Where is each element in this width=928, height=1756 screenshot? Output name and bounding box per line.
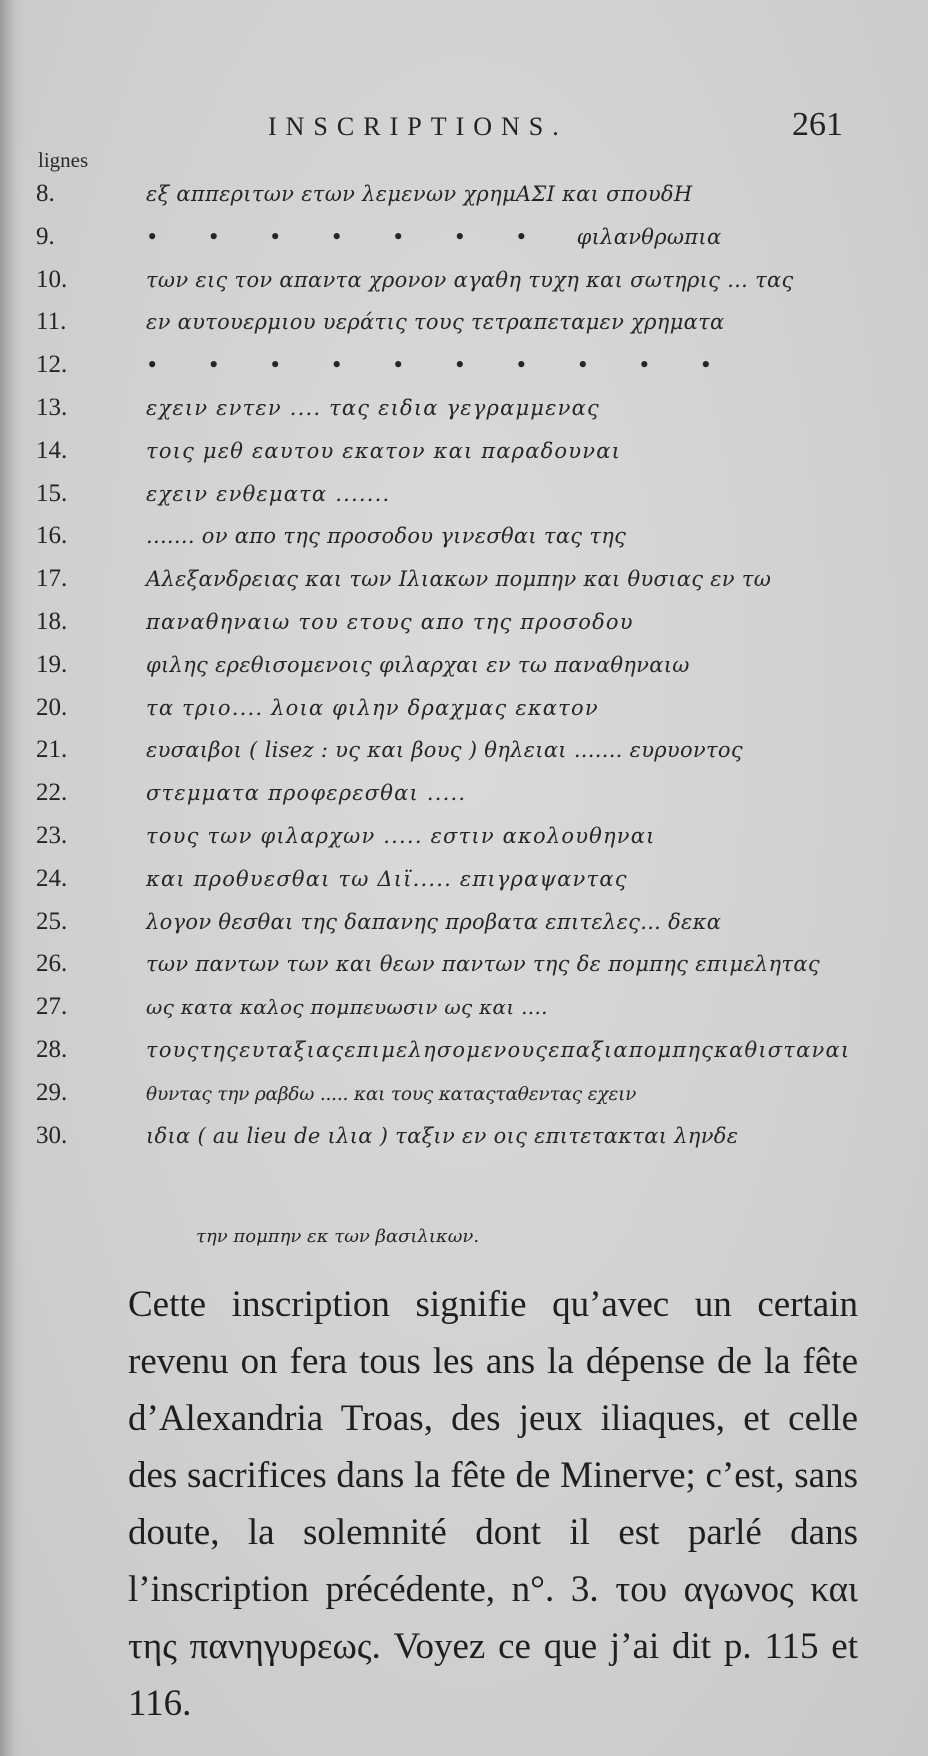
inscription-line — [36, 223, 896, 266]
inscription-line — [36, 822, 896, 865]
inscription-line — [36, 736, 896, 779]
line-text: τουςτηςευταξιαςεπιμελησομενουςεπαξιαπομπηςκαθισταναι — [146, 1037, 851, 1062]
line-number: 26. — [36, 950, 68, 978]
line-number: 14. — [36, 436, 68, 464]
commentary-paragraph — [128, 1276, 858, 1732]
line-number: 28. — [36, 1035, 68, 1063]
inscription-line — [36, 865, 896, 908]
line-number: 9. — [36, 222, 55, 250]
line-text: εχειν ενθεματα ....... — [146, 481, 391, 506]
line-text: τα τριο.... λοια φιλην δραχμας εκατον — [146, 695, 599, 720]
inscription-line — [36, 908, 896, 951]
line-number: 24. — [36, 864, 68, 892]
page-number: 261 — [792, 106, 843, 143]
page-gutter-shadow — [0, 0, 24, 1756]
inscription-line — [36, 1036, 896, 1079]
inscription-line — [36, 180, 896, 223]
inscription-line — [36, 1079, 896, 1122]
inscription-line — [36, 266, 896, 309]
line-text: των παντων των και θεων παντων της δε πομπης επιμελητας — [146, 952, 820, 977]
line-number: 11. — [36, 308, 67, 336]
line-text: και προθυεσθαι τω Διϊ..... επιγραψαντας — [146, 866, 628, 891]
lines-label: lignes — [38, 148, 89, 172]
line-text: θυντας την ραβδω ..... και τους καταςταθεντας εχειν — [146, 1083, 637, 1105]
line-text: ....... ον απο της προσοδου γινεσθαι τας της — [146, 524, 627, 549]
line-text: λογον θεσθαι της δαπανης προβατα επιτελες... δεκα — [146, 909, 722, 934]
line-number: 23. — [36, 821, 68, 849]
line-text: φιλης ερεθισομενοις φιλαρχαι εν τω παναθηναιω — [146, 652, 690, 677]
line-number: 20. — [36, 693, 68, 721]
line-number: 18. — [36, 607, 68, 635]
line-text: ευσαιβοι ( lisez : υς και βους ) θηλειαι ....... ευρυοντος — [146, 738, 743, 763]
line-text: ιδια ( au lieu de ιλια ) ταξιν εν οις επιτετακται ληνδε — [146, 1123, 739, 1148]
inscription-line — [36, 1164, 896, 1207]
line-text: • • • • • • • • • • — [146, 353, 713, 378]
inscription-line — [36, 694, 896, 737]
line-text: εξ αππεριτων ετων λεμενων χρημΑΣΙ και σπουδΗ — [146, 182, 693, 206]
inscription-block — [36, 180, 896, 1207]
inscription-line — [36, 993, 896, 1036]
inscription-line — [36, 565, 896, 608]
inscription-line — [36, 608, 896, 651]
line-number: 22. — [36, 779, 68, 807]
running-head-title: INSCRIPTIONS. — [268, 112, 568, 141]
line-number: 12. — [36, 351, 68, 379]
inscription-line — [36, 351, 896, 394]
line-number: 8. — [36, 180, 55, 207]
line-text: παναθηναιω του ετους απο της προσοδου — [146, 609, 634, 634]
line-number: 13. — [36, 393, 68, 421]
line-number: 30. — [36, 1121, 68, 1149]
inscription-continuation: την πομπην εκ των βασιλικων. — [196, 1226, 480, 1247]
inscription-line — [36, 480, 896, 523]
line-number: 21. — [36, 736, 68, 764]
line-number: 27. — [36, 993, 68, 1021]
inscription-line — [36, 522, 896, 565]
line-number: 29. — [36, 1078, 68, 1106]
line-number: 16. — [36, 522, 68, 550]
inscription-line — [36, 437, 896, 480]
inscription-line — [36, 779, 896, 822]
line-number: 10. — [36, 265, 68, 293]
inscription-line — [36, 651, 896, 694]
line-text: εχειν εντεν .... τας ειδια γεγραμμενας — [146, 395, 600, 420]
line-text: τους των φιλαρχων ..... εστιν ακολουθηναι — [146, 823, 656, 848]
inscription-line — [36, 308, 896, 351]
line-text: εν αυτουερμιου υεράτις τους τετραπεταμεν χρηματα — [146, 310, 725, 335]
line-text: Αλεξανδρειας και των Ιλιακων πομπην και θυσιας εν τω — [146, 567, 772, 592]
inscription-line — [36, 1122, 896, 1165]
line-number: 25. — [36, 907, 68, 935]
line-text: τοις μεθ εαυτου εκατον και παραδουναι — [146, 438, 622, 463]
line-number: 19. — [36, 650, 68, 678]
line-number: 15. — [36, 479, 68, 507]
inscription-line — [36, 950, 896, 993]
line-number: 17. — [36, 565, 68, 593]
inscription-line — [36, 394, 896, 437]
line-text: των εις τον απαντα χρονον αγαθη τυχη και σωτηρις ... τας — [146, 267, 794, 292]
line-text: • • • • • • • φιλανθρωπια — [146, 224, 722, 249]
commentary-text: Cette inscription signifie qu’avec un certain revenu on fera tous les ans la dépense de la fête d’Alexandria Troas, des jeux iliaques, et celle des sacrifices dans la fête de Minerve; c’est, sans doute, la solemnité dont il est parlé dans l’inscription précédente, n°. 3. του αγωνος και της πανηγυρεως. Voyez ce que j’ai dit p. 115 et 116. — [128, 1284, 858, 1724]
line-text: ως κατα καλος πομπευωσιν ως και .... — [146, 995, 548, 1020]
line-text: στεμματα προφερεσθαι ..... — [146, 781, 467, 806]
